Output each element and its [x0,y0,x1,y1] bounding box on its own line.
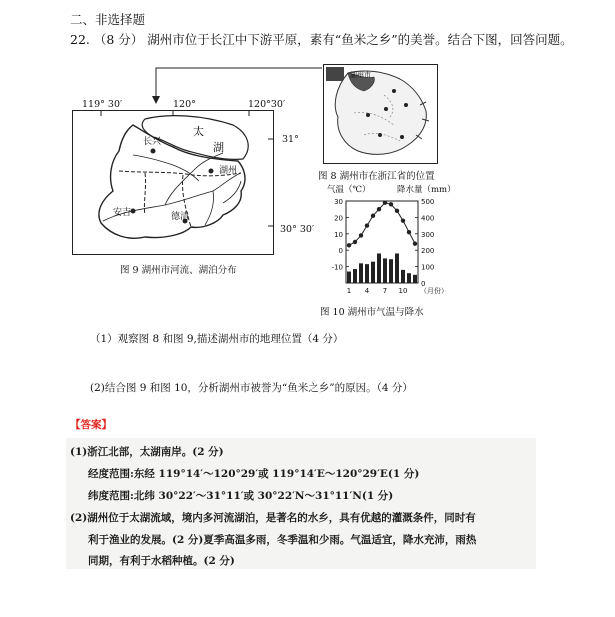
x-tick-label: 1 [346,287,352,295]
precip-bar [359,263,363,283]
fig9-lat-label-1: 31° [282,134,299,145]
fig9-lon-label-2: 120° [173,99,196,110]
answer-image [66,438,536,569]
precip-bar [377,253,381,283]
place-anji: 安吉 [113,208,132,218]
temp-point [347,243,351,247]
precip-bar [365,264,369,283]
sub-question-2: (2)结合图 9 和图 10，分析湖州市被誉为“鱼米之乡”的原因。（4 分） [90,382,413,394]
place-huzhou: 湖州 [219,166,238,176]
answer-line-1: (1)浙江北部，太湖南岸。(2 分) [70,446,224,458]
temp-point [395,209,399,213]
connector-line [150,60,325,105]
fig8-map [324,65,437,163]
temp-point [389,202,393,206]
temp-point [365,223,369,227]
fig9-map-frame [72,110,274,255]
answer-line-3: 纬度范围:北纬 30°22′～31°11′或 30°22′N～31°11′N(1 分) [88,490,394,502]
temp-point [377,207,381,211]
question-number: 22. [70,32,90,47]
x-unit-label: （月份） [420,287,448,295]
place-hu: 湖 [213,141,224,154]
fig8-caption: 图 8 湖州市在浙江省的位置 [318,171,435,182]
temp-point [407,230,411,234]
precip-bar [383,258,387,283]
y-right-tick-label: 0 [421,280,426,288]
fig9-lat-label-2: 30° 30′ [280,224,315,235]
precip-bar [371,262,375,283]
precip-bar [407,273,411,283]
precip-bar [353,269,357,283]
precip-bar [413,275,417,283]
question-line [70,30,573,48]
precip-bar [401,270,405,283]
sub-question-1: （1）观察图 8 和图 9,描述湖州市的地理位置（4 分） [90,333,344,345]
precip-bar [389,259,393,283]
temp-point [371,214,375,218]
question-score: （8 分） [93,32,144,47]
y-left-tick-label: 30 [334,198,343,206]
fig8-map-frame [323,64,438,164]
y-left-tick-label: 20 [334,214,343,223]
question-text: 湖州市位于长江中下游平原，素有“鱼米之乡”的美誉。结合下图，回答问题。 [147,32,573,47]
temp-point [401,218,405,222]
x-tick-label: 4 [364,287,370,295]
y-right-tick-label: 100 [421,263,435,272]
temp-point [359,233,363,237]
section-title: 二、非选择题 [70,12,146,27]
y-left-tick-label: -10 [331,263,343,272]
temp-point [413,241,417,245]
fig9-map [73,111,273,254]
y-right-tick-label: 200 [421,247,435,256]
temp-point [383,200,387,204]
answer-line-6: 同期，有利于水稻种植。(2 分) [88,555,235,567]
fig9-lon-label-3: 120°30′ [248,99,286,110]
fig10-y-right-title: 降水量（mm） [397,185,456,195]
fig10-caption: 图 10 湖州市气温与降水 [320,307,424,318]
y-right-tick-label: 400 [421,214,435,223]
y-right-tick-label: 500 [421,198,435,206]
precip-bar [347,272,351,283]
answer-label: 【答案】 [70,419,112,431]
place-tai: 太 [193,125,204,138]
place-deqing: 德清 [171,212,190,222]
answer-line-2: 经度范围:东经 119°14′～120°29′或 119°14′E～120°29′E(1 分) [88,468,420,480]
y-left-tick-label: 10 [334,230,343,239]
place-changxing: 长兴 [143,137,162,147]
x-tick-label: 7 [382,287,388,295]
y-left-tick-label: 0 [338,247,343,256]
temp-line [349,203,415,246]
fig10-y-left-title: 气温（℃） [327,185,371,195]
fig10-chart [322,195,448,305]
x-tick-label: 10 [398,287,408,295]
temp-point [353,240,357,244]
precip-bar [395,253,399,283]
fig8-inset-label: 湖州市 [350,71,371,79]
answer-line-4: (2)湖州位于太湖流域，境内多河流湖泊，是著名的水乡，具有优越的灌溉条件，同时有 [70,512,476,524]
answer-line-5: 利于渔业的发展。(2 分)夏季高温多雨，冬季温和少雨。气温适宜，降水充沛，雨热 [88,534,477,546]
y-right-tick-label: 300 [421,230,435,239]
fig9-caption: 图 9 湖州市河流、湖泊分布 [120,265,237,276]
fig9-lon-label-1: 119° 30′ [82,99,123,110]
